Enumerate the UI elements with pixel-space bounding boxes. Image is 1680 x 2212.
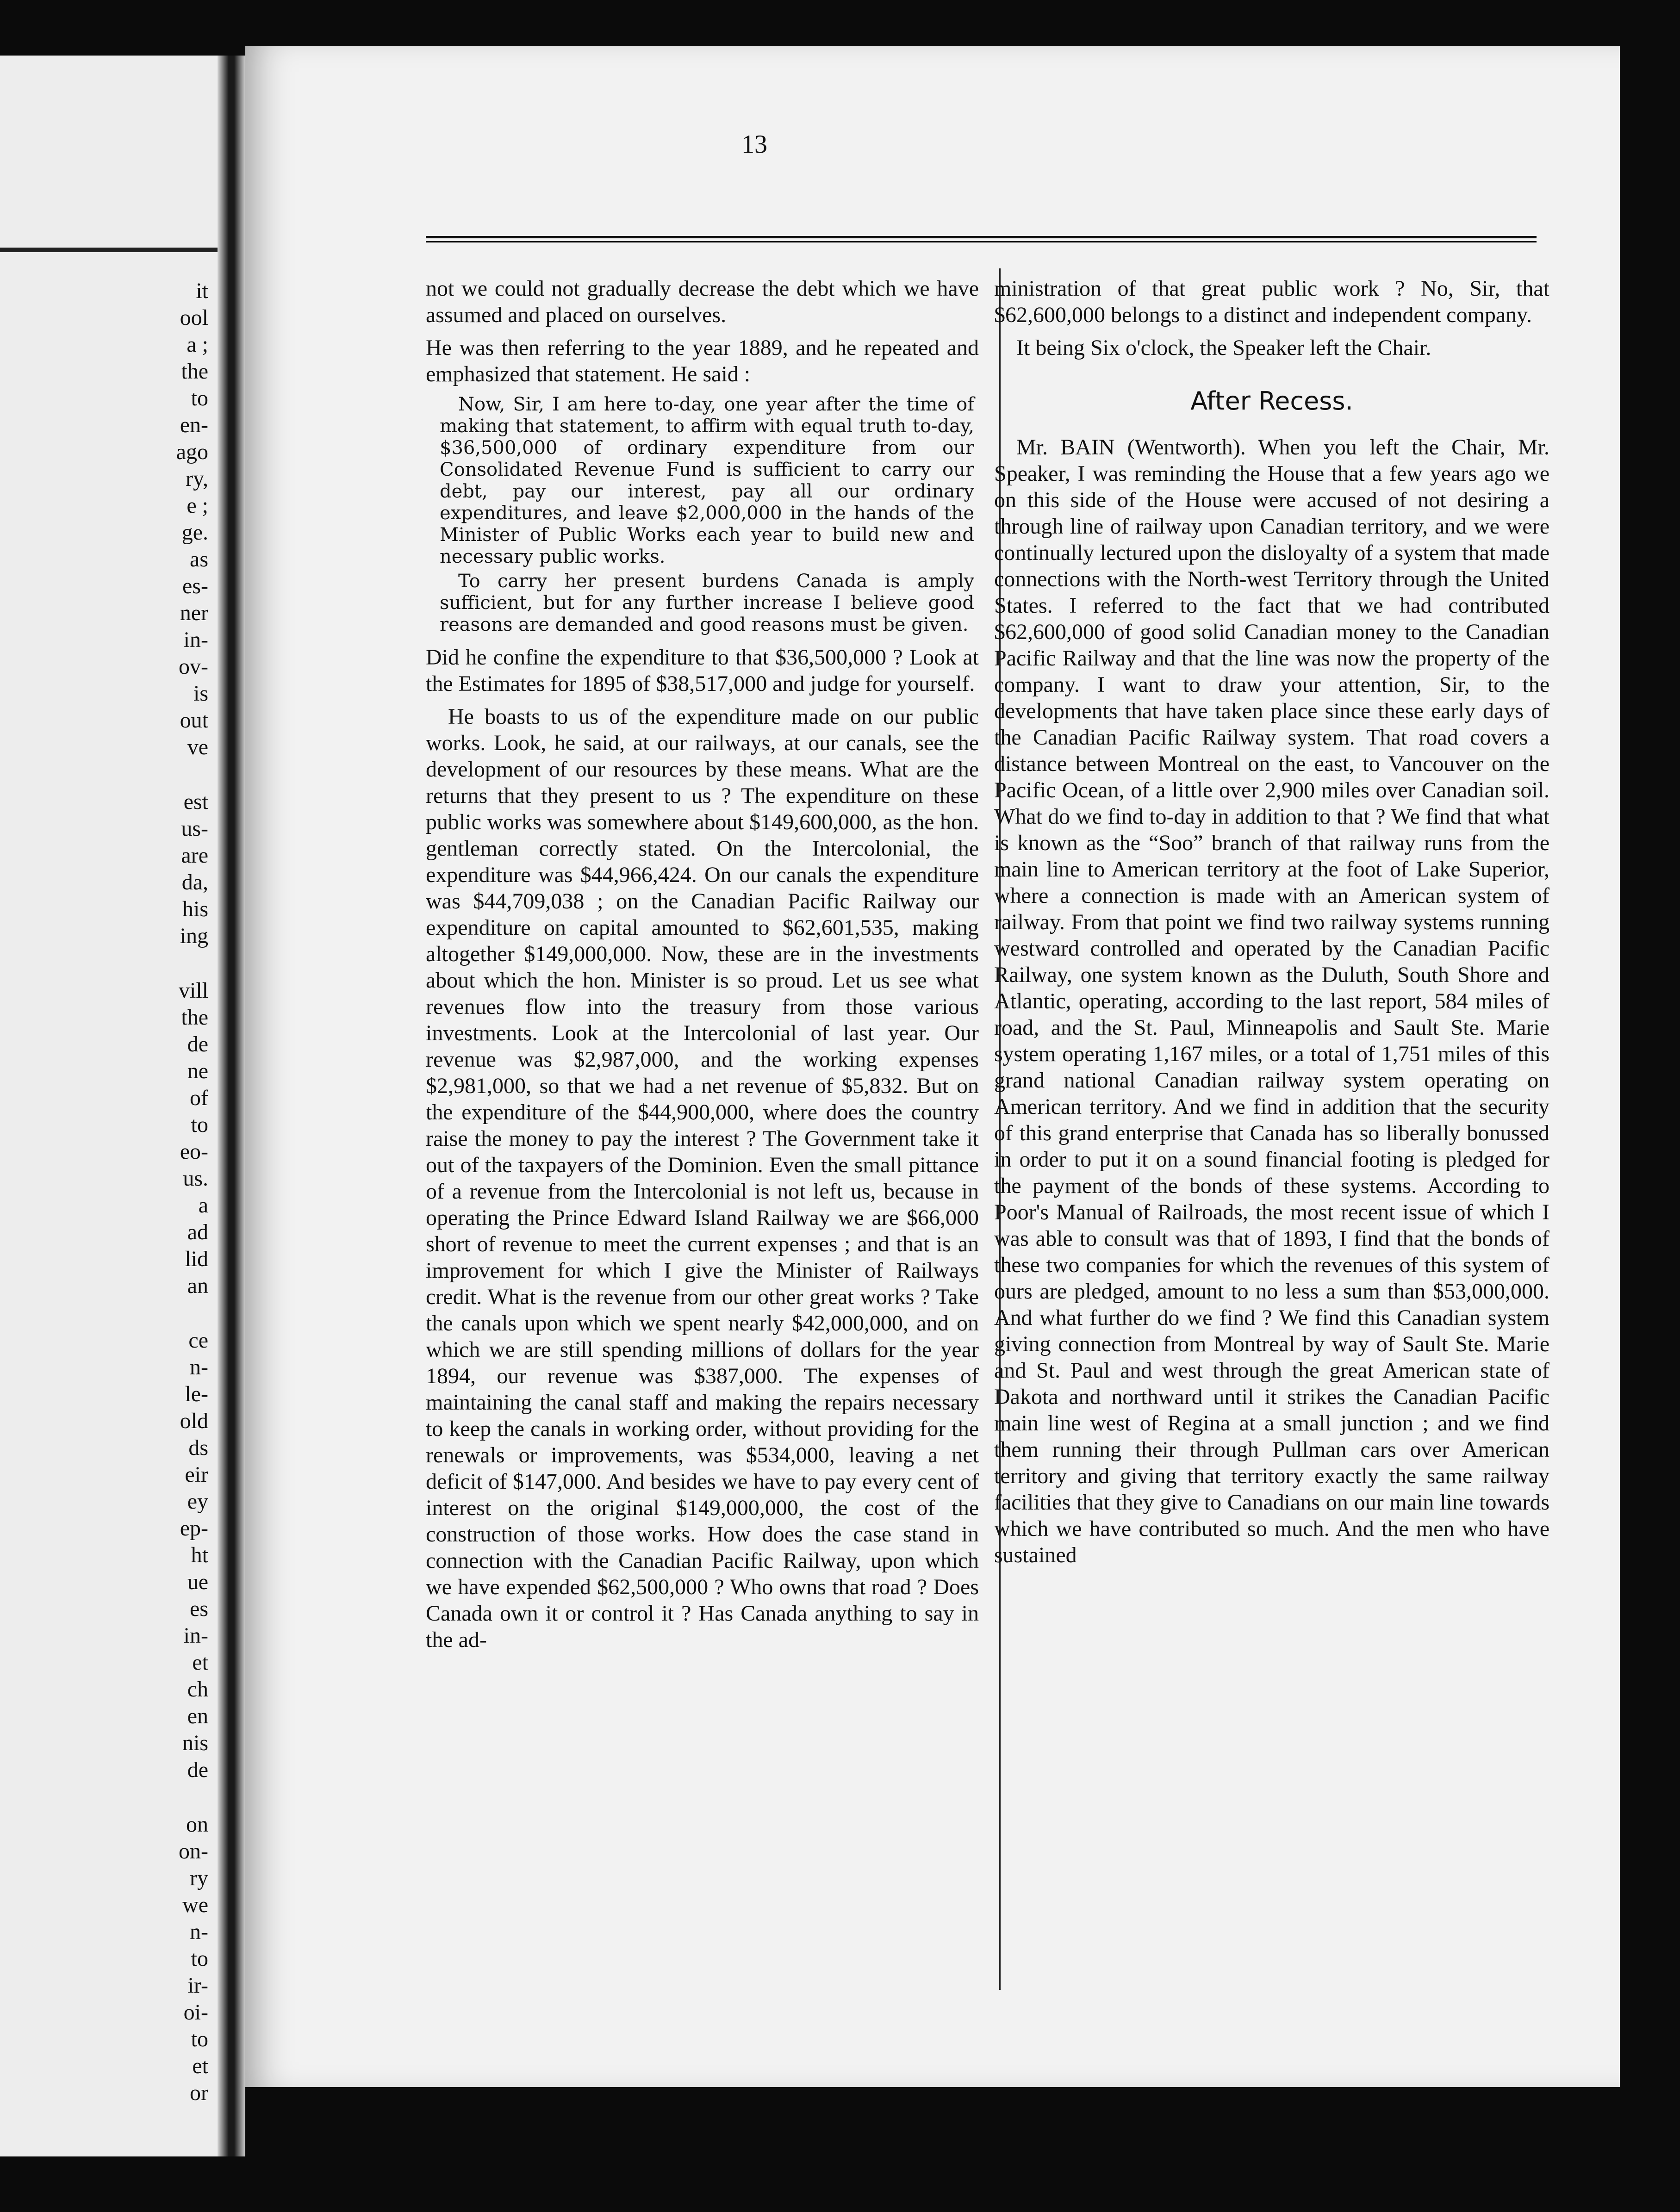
left-page-fragment: ool <box>180 305 208 330</box>
left-page-fragment: e ; <box>187 493 208 518</box>
block-quote <box>440 394 974 636</box>
left-page-fragment: as <box>190 547 208 572</box>
left-page-fragment: we <box>182 1893 208 1917</box>
left-page-fragment: ago <box>176 440 208 464</box>
left-page-fragment: an <box>187 1274 208 1298</box>
left-page-fragment: ce <box>188 1328 208 1353</box>
left-page-fragment: en <box>187 1704 208 1728</box>
left-page-fragment: le- <box>185 1382 208 1406</box>
left-page-fragment: eo- <box>180 1139 208 1164</box>
paragraph: It being Six o'clock, the Speaker left the Chair. <box>1016 336 1431 360</box>
left-page-fragment: eir <box>185 1462 208 1487</box>
left-page-fragment: ner <box>180 601 208 625</box>
left-page-fragment: et <box>192 2054 208 2078</box>
quote-paragraph: To carry her present burdens Canada is amply sufficient, but for any further increase I believe good reasons are demanded and good reasons must be given. <box>440 571 974 635</box>
left-page-fragment: nis <box>182 1731 208 1755</box>
left-page-fragment: ch <box>187 1677 208 1702</box>
paragraph: Did he confine the expenditure to that $36,500,000 ? Look at the Estimates for 1895 of $38,517,000 and judge for yourself. <box>426 645 979 696</box>
left-page-fragment: in- <box>183 628 208 652</box>
paragraph: ministration of that great public work ? No, Sir, that $62,600,000 belongs to a distinct and independent company. <box>994 276 1549 327</box>
left-page-fragment: to <box>191 386 208 410</box>
book-spine <box>218 56 245 2156</box>
left-page-fragment: de <box>187 1758 208 1782</box>
paragraph: not we could not gradually decrease the debt which we have assumed and placed on ourselves. <box>426 276 979 327</box>
left-page-fragment: ep- <box>180 1516 208 1541</box>
left-page-fragment <box>116 761 208 789</box>
left-page-fragment: to <box>191 1946 208 1971</box>
paragraph: Mr. BAIN (Wentworth). When you left the Chair, Mr. Speaker, I was reminding the House that a few years ago we on this side of the House were accused of not desiring a through line of railway upon Canadian territory, and we were continually lectured upon the disloyalty of a system that made connections with the North-west Territory through the United States. I referred to the fact that we had contributed $62,600,000 of good solid Canadian money to the Canadian Pacific Railway and that the line was now the property of the company. I want to draw your attention, Sir, to the developments that have taken place since these early days of the Canadian Pacific Railway system. That road covers a distance between Montreal on the east, to Vancouver on the Pacific Ocean, of a little over 2,900 miles over Canadian soil. What do we find to-day in addition to that ? We find that what is known as the “Soo” branch of that railway runs from the main line to American territory at the foot of Lake Superior, where a connection is made with an American system of railway. From that point we find two railway systems running westward controlled and operated by the Canadian Pacific Railway, one system known as the Duluth, South Shore and Atlantic, operating, according to the last report, 584 miles of road, and the St. Paul, Minneapolis and Sault Ste. Marie system operating 1,167 miles, or a total of 1,751 miles of this grand national Canadian railway system operating on American territory. And we find in addition that the security of this grand enterprise that Canada has so liberally bonussed in order to put it on a sound financial footing is pledged for the payment of the bonds of these systems. According to Poor's Manual of Railroads, the most recent issue of which I was able to consult was that of 1893, I find that the bonds of these two companies for which the revenues of this system of ours are pledged, amount to no less a sum than $53,000,000. And what further do we find ? We find this Canadian system giving connection from Montreal by way of Sault Ste. Marie and St. Paul and west through the great American state of Dakota and northward until it strikes the Canadian Pacific main line west of Regina at a small junction ; and we find them running their through Pullman cars over American territory and giving that territory exactly the same railway facilities that they give to Canadians on our main line towards which we have contributed so much. And the men who have sustained <box>994 435 1549 1567</box>
left-page-fragment: ry <box>190 1866 208 1890</box>
left-page-fragment: a ; <box>187 332 208 357</box>
left-page-fragment: his <box>182 897 208 921</box>
left-page-fragment: ov- <box>179 654 208 679</box>
left-page-fragment: ad <box>187 1220 208 1244</box>
left-page-fragment: it <box>196 279 208 303</box>
left-page-rule <box>0 248 218 252</box>
left-page-fragment: et <box>192 1650 208 1675</box>
left-page-fragment: ne <box>187 1059 208 1083</box>
right-column <box>994 275 1549 1575</box>
left-page-fragment <box>116 1783 208 1811</box>
left-page-fragment: n- <box>190 1920 208 1944</box>
left-column <box>426 275 979 1659</box>
left-page-fragment: est <box>183 789 208 814</box>
left-page-fragment: ry, <box>186 466 208 491</box>
left-page-fragment: ve <box>187 735 208 759</box>
left-page-fragment: is <box>193 681 208 706</box>
left-page-fragment: es- <box>182 574 208 598</box>
scan-border <box>245 2087 1620 2156</box>
left-page-fragment: lid <box>185 1247 208 1271</box>
left-page-fragment: ds <box>188 1435 208 1460</box>
left-page-fragment: are <box>181 843 208 868</box>
left-page-fragment: the <box>181 1005 208 1030</box>
left-page-fragment: to <box>191 1112 208 1137</box>
left-page-fragment: a <box>198 1193 208 1218</box>
left-page-fragment: of <box>190 1086 208 1110</box>
left-page-fragment: en- <box>180 413 208 437</box>
left-page-fragment: es <box>190 1597 208 1621</box>
left-page-fragment: the <box>181 359 208 384</box>
left-page-fragment: de <box>187 1032 208 1056</box>
left-page-fragment: us- <box>181 816 208 841</box>
left-page-fragment: out <box>180 708 208 733</box>
left-page-fragment: us. <box>183 1166 208 1191</box>
left-page-fragment: on- <box>179 1839 208 1864</box>
quote-paragraph: Now, Sir, I am here to-day, one year after the time of making that statement, to affirm with equal truth to-day, $36,500,000 of ordinary expenditure from our Consolidated Revenue Fund is sufficient to carry our debt, pay our interest, pay all our ordinary expenditures, and leave $2,000,000 in the hands of the Minister of Public Works each year to build new and necessary public works. <box>440 394 974 567</box>
left-page-fragment: on <box>186 1812 208 1837</box>
left-page-fragment: vill <box>178 978 208 1003</box>
left-page-fragment: old <box>180 1409 208 1433</box>
left-page-fragment: n- <box>190 1355 208 1379</box>
left-page-fragment <box>116 950 208 977</box>
page-number: 13 <box>741 130 767 159</box>
left-page-text-fragments <box>116 278 208 2106</box>
left-page-fragment: or <box>190 2081 208 2105</box>
left-page-fragment: ue <box>187 1570 208 1594</box>
paragraph: He was then referring to the year 1889, and he repeated and emphasized that statement. He said : <box>426 336 979 386</box>
paragraph: He boasts to us of the expenditure made on our public works. Look, he said, at our railways, at our canals, see the development of our resources by these means. What are the returns that they present to us ? The expenditure on these public works was somewhere about $149,600,000, as the hon. gentleman correctly stated. On the Intercolonial, the expenditure was $44,966,424. On our canals the expenditure was $44,709,038 ; on the Canadian Pacific Railway our expenditure on capital amounted to $62,601,535, making altogether $149,000,000. Now, these are in the investments about which the hon. Minister is so proud. Let us see what revenues flow into the treasury from those various investments. Look at the Intercolonial of last year. Our revenue was $2,987,000, and the working expenses $2,981,000, so that we had a net revenue of $5,832. But on the expenditure of the $44,900,000, where does the country raise the money to pay the interest ? The Government take it out of the taxpayers of the Dominion. Even the small pittance of a revenue from the Intercolonial is not left us, because in operating the Prince Edward Island Railway we are $66,000 short of revenue to meet the current expenses ; and that is an improvement for which I give the Minister of Railways credit. What is the revenue from our other great works ? Take the canals upon which we spent nearly $42,000,000, and on which we are still spending millions of dollars for the year 1894, our revenue was $387,000. The expenses of maintaining the canal staff and making the repairs necessary to keep the canals in working order, without providing for the renewals or improvements, was $534,000, leaving a net deficit of $147,000. And besides we have to pay every cent of interest on the original $149,000,000, the cost of the construction of those works. How does the case stand in connection with the Canadian Pacific Railway, upon which we have expended $62,500,000 ? Who owns that road ? Does Canada own it or control it ? Has Canada anything to say in the ad- <box>426 704 979 1652</box>
left-page-fragment: ir- <box>187 1973 208 1998</box>
left-page-fragment: ing <box>180 924 208 948</box>
section-heading: After Recess. <box>1190 386 1353 416</box>
left-page-fragment: to <box>191 2027 208 2051</box>
left-page-edge <box>0 56 218 2156</box>
left-page-fragment <box>116 1299 208 1327</box>
left-page-fragment: ge. <box>181 520 208 545</box>
header-rule <box>426 236 1537 242</box>
left-page-fragment: oi- <box>183 2000 208 2025</box>
left-page-fragment: ey <box>187 1489 208 1514</box>
left-page-fragment: in- <box>183 1623 208 1648</box>
left-page-fragment: da, <box>181 870 208 895</box>
left-page-fragment: ht <box>191 1543 208 1567</box>
